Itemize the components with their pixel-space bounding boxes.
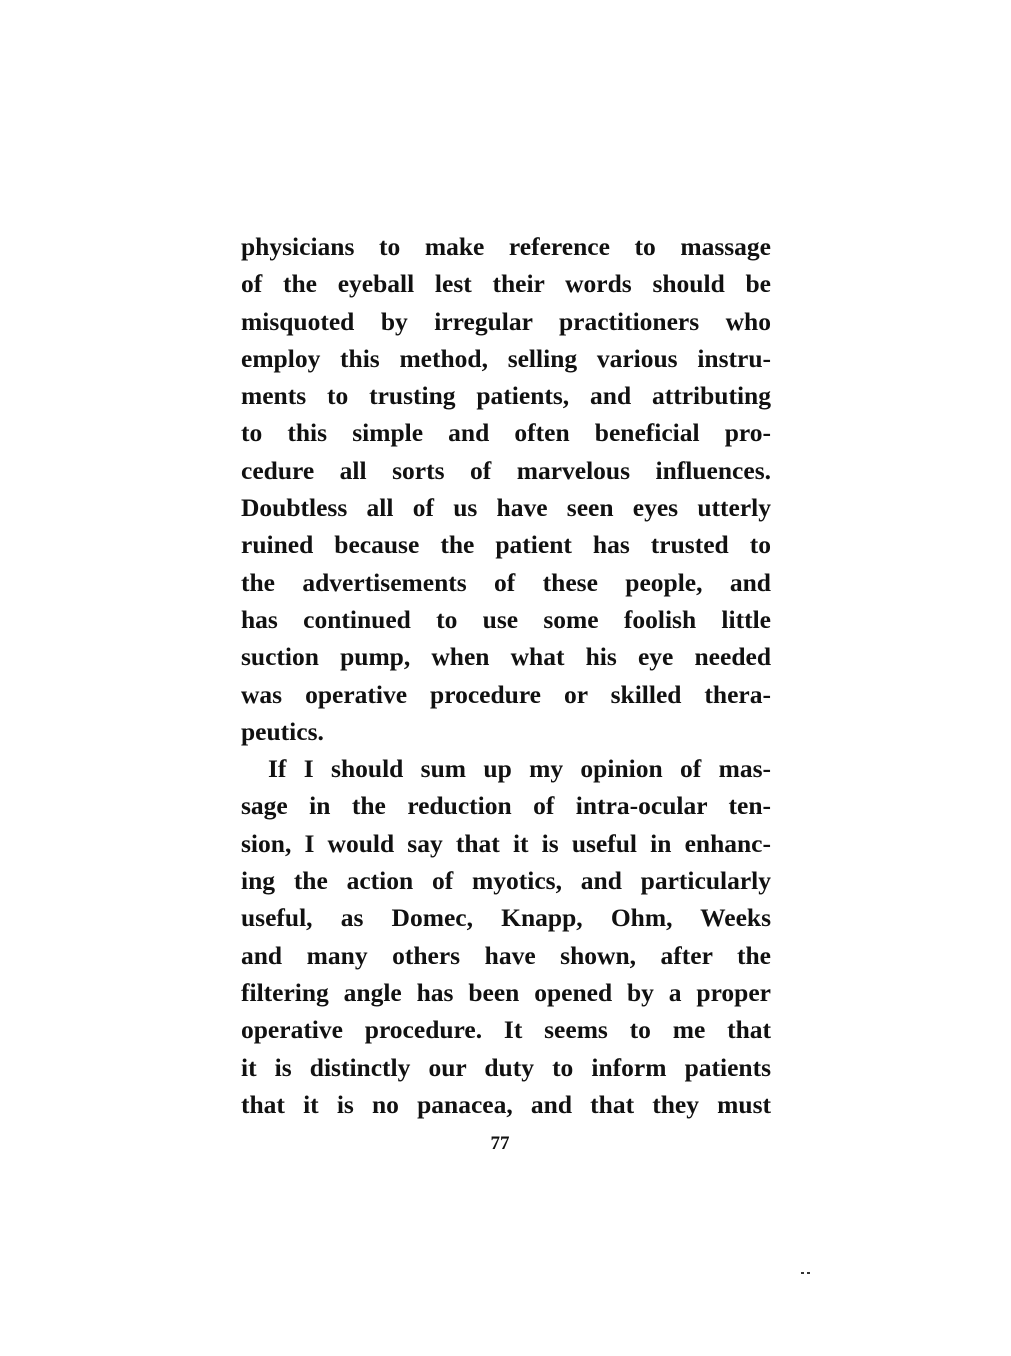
text-line: of the eyeball lest their words should be: [241, 269, 771, 299]
text-line: it is distinctly our duty to inform patients: [241, 1052, 771, 1082]
page-number: 77: [490, 1133, 510, 1154]
text-line: sion, I would say that it is useful in enhanc-: [241, 828, 771, 858]
paragraph-1: [241, 228, 771, 750]
paragraph-2: [241, 750, 771, 1123]
text-line: cedure all sorts of marvelous influences.: [241, 455, 771, 485]
body-text: [241, 228, 771, 1123]
text-line: the advertisements of these people, and: [241, 567, 771, 597]
text-line: If I should sum up my opinion of mas-: [268, 754, 771, 784]
text-line: was operative procedure or skilled thera-: [241, 679, 771, 709]
scan-speck: [801, 1272, 811, 1275]
text-line: sage in the reduction of intra-ocular ten-: [241, 791, 771, 821]
text-line: peutics.: [241, 716, 324, 746]
text-line: to this simple and often beneficial pro-: [241, 418, 771, 448]
text-line: ruined because the patient has trusted to: [241, 530, 771, 560]
text-line: ing the action of myotics, and particularly: [241, 866, 771, 896]
text-line: useful, as Domec, Knapp, Ohm, Weeks: [241, 903, 771, 933]
text-line: filtering angle has been opened by a proper: [241, 977, 771, 1007]
text-line: and many others have shown, after the: [241, 940, 771, 970]
text-line: employ this method, selling various instru-: [241, 343, 771, 373]
text-line: Doubtless all of us have seen eyes utterly: [241, 493, 771, 523]
text-line: physicians to make reference to massage: [241, 232, 771, 261]
text-line: misquoted by irregular practitioners who: [241, 306, 771, 336]
text-line: ments to trusting patients, and attributing: [241, 381, 771, 411]
text-line: suction pump, when what his eye needed: [241, 642, 771, 672]
text-line: that it is no panacea, and that they must: [241, 1089, 771, 1119]
text-line: has continued to use some foolish little: [241, 604, 771, 634]
text-line: operative procedure. It seems to me that: [241, 1015, 771, 1045]
